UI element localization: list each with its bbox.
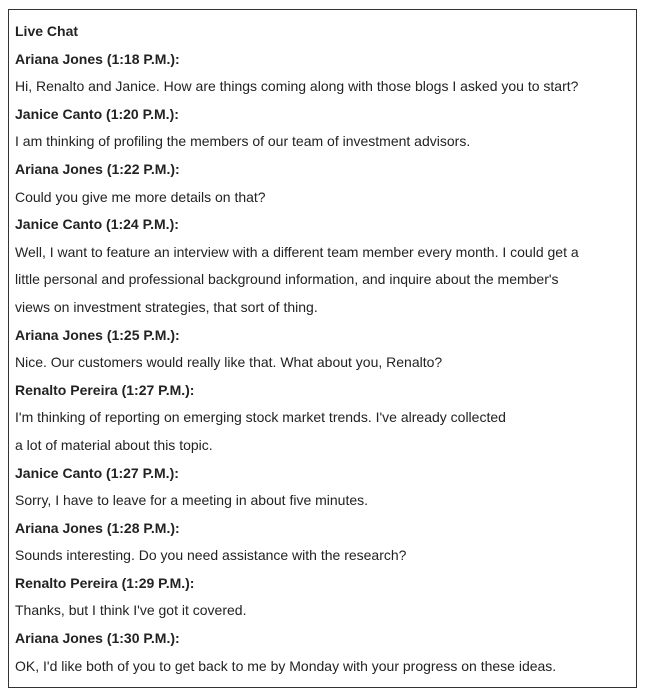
speaker-label: Renalto Pereira (1:29 P.M.): [15,574,195,591]
chat-entry [15,46,630,101]
message-text: Well, I want to feature an interview with a different team member every month. I could get a [15,243,579,260]
message-text: OK, I'd like both of you to get back to me by Monday with your progress on these ideas. [15,657,557,674]
message-text: I'm thinking of reporting on emerging stock market trends. I've already collected [15,409,506,426]
chat-entry [15,625,630,680]
chat-entry [15,515,630,570]
chat-entry [15,156,630,211]
message-text: Sorry, I have to leave for a meeting in about five minutes. [15,492,369,509]
message-text: Thanks, but I think I've got it covered. [15,602,247,619]
speaker-label: Janice Canto (1:20 P.M.): [15,105,179,122]
chat-entry [15,570,630,625]
speaker-label: Janice Canto (1:27 P.M.): [15,464,179,481]
live-chat-transcript [8,9,637,688]
speaker-label: Renalto Pereira (1:27 P.M.): [15,381,195,398]
chat-entry [15,322,630,377]
message-text: Could you give me more details on that? [15,188,266,205]
chat-entry [15,211,630,321]
chat-entry [15,101,630,156]
message-text: a lot of material about this topic. [15,436,213,453]
message-text: Sounds interesting. Do you need assistance with the research? [15,547,407,564]
message-text: views on investment strategies, that sort of thing. [15,298,318,315]
speaker-label: Ariana Jones (1:22 P.M.): [15,160,180,177]
speaker-label: Ariana Jones (1:28 P.M.): [15,519,180,536]
speaker-label: Janice Canto (1:24 P.M.): [15,216,179,233]
speaker-label: Ariana Jones (1:25 P.M.): [15,326,180,343]
message-text: little personal and professional background information, and inquire about the member's [15,271,559,288]
message-text: I am thinking of profiling the members of our team of investment advisors. [15,133,471,150]
chat-entry [15,377,630,460]
speaker-label: Ariana Jones (1:18 P.M.): [15,50,180,67]
chat-title: Live Chat [15,23,79,39]
message-text: Hi, Renalto and Janice. How are things coming along with those blogs I asked you to start? [15,78,579,95]
chat-entry [15,460,630,515]
message-text: Nice. Our customers would really like that. What about you, Renalto? [15,354,443,371]
speaker-label: Ariana Jones (1:30 P.M.): [15,630,180,647]
